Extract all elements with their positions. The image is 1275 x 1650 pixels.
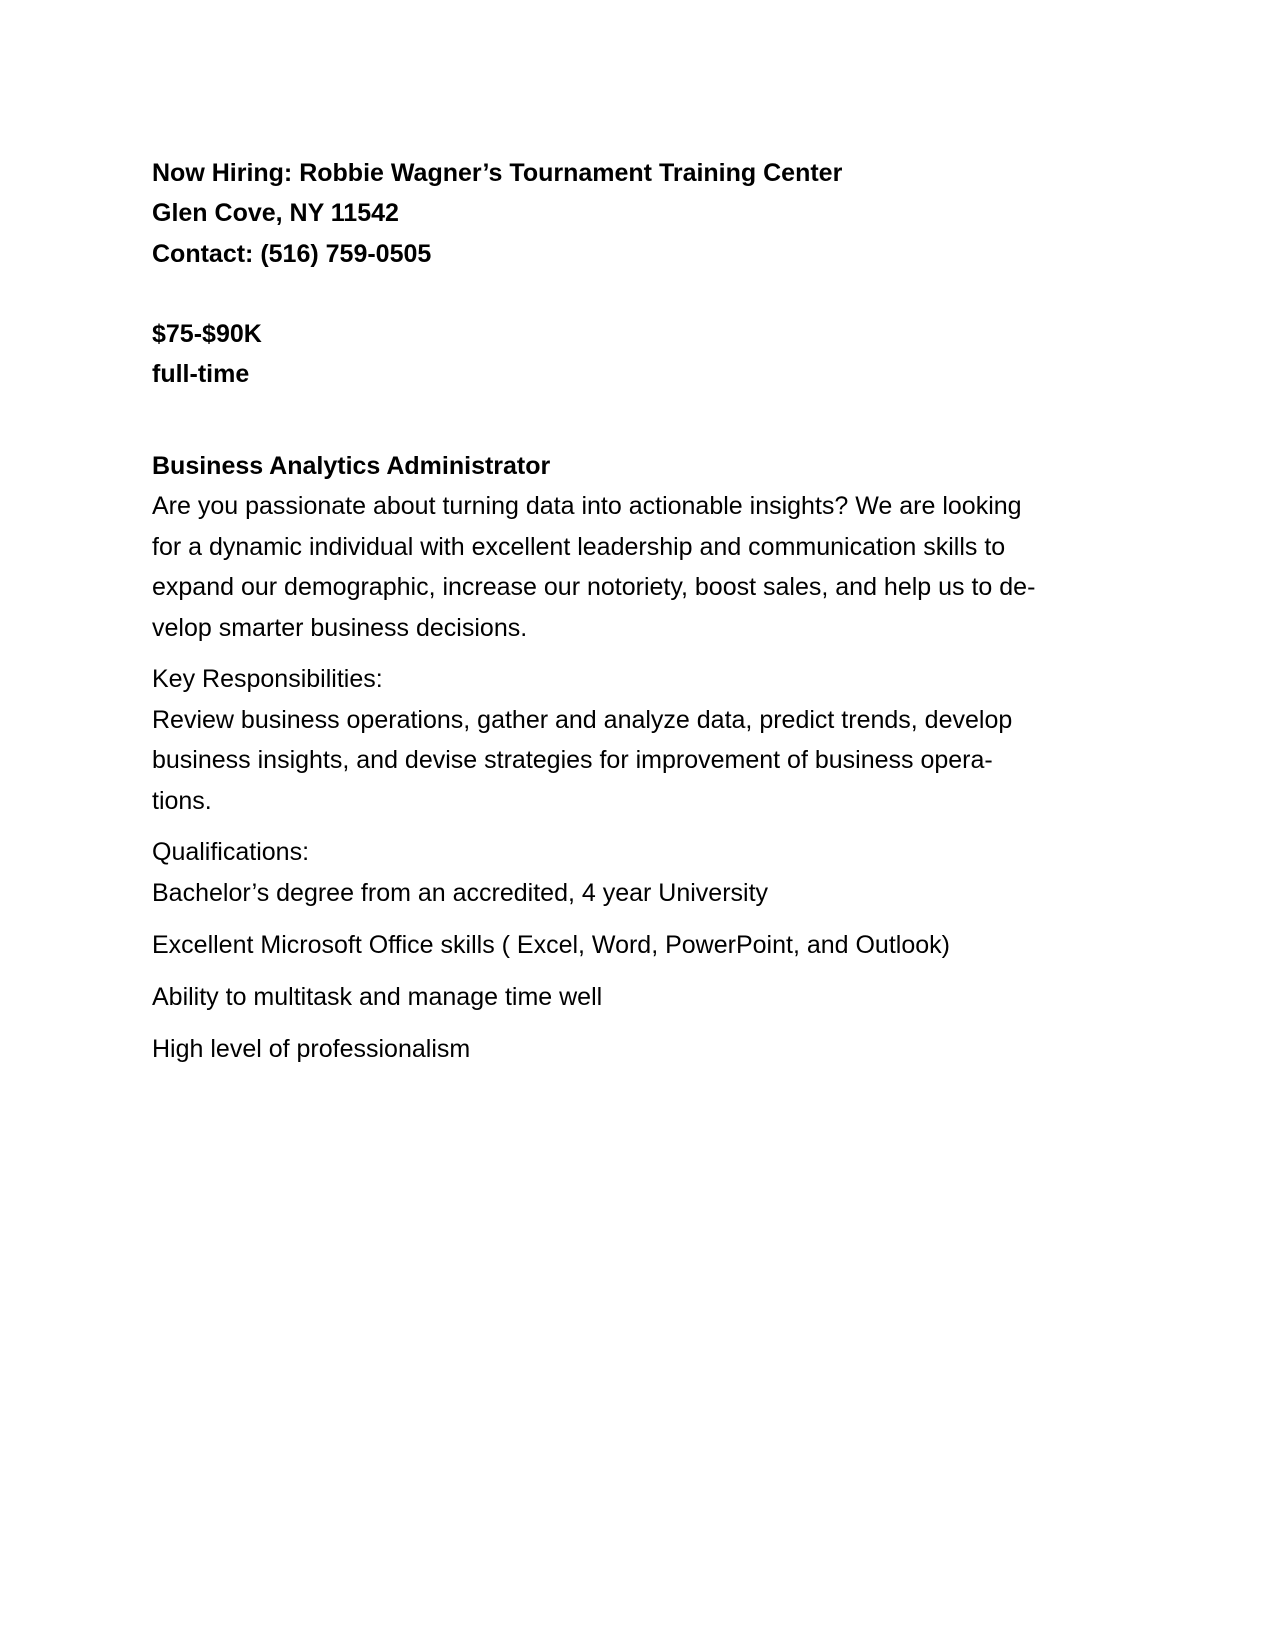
- qualification-item: Ability to multitask and manage time well: [152, 983, 603, 1011]
- qualification-item: Bachelor’s degree from an accredited, 4 year University: [152, 879, 769, 907]
- job-title: Business Analytics Administrator: [152, 452, 551, 480]
- responsibilities-line: Review business operations, gather and analyze data, predict trends, develop: [152, 706, 1013, 734]
- intro-line: velop smarter business decisions.: [152, 614, 528, 642]
- intro-line: expand our demographic, increase our notoriety, boost sales, and help us to de-: [152, 573, 1036, 601]
- hiring-headline: Now Hiring: Robbie Wagner’s Tournament Training Center: [152, 159, 843, 187]
- employment-type: full-time: [152, 360, 250, 388]
- salary-range: $75-$90K: [152, 320, 262, 348]
- intro-line: Are you passionate about turning data into actionable insights? We are looking: [152, 492, 1022, 520]
- location-line: Glen Cove, NY 11542: [152, 199, 399, 227]
- responsibilities-line: business insights, and devise strategies for improvement of business opera-: [152, 746, 993, 774]
- responsibilities-heading: Key Responsibilities:: [152, 665, 383, 693]
- intro-line: for a dynamic individual with excellent leadership and communication skills to: [152, 533, 1006, 561]
- contact-line: Contact: (516) 759-0505: [152, 240, 432, 268]
- qualification-item: High level of professionalism: [152, 1035, 471, 1063]
- responsibilities-line: tions.: [152, 787, 212, 815]
- qualifications-heading: Qualifications:: [152, 838, 310, 866]
- qualification-item: Excellent Microsoft Office skills ( Excel, Word, PowerPoint, and Outlook): [152, 931, 950, 959]
